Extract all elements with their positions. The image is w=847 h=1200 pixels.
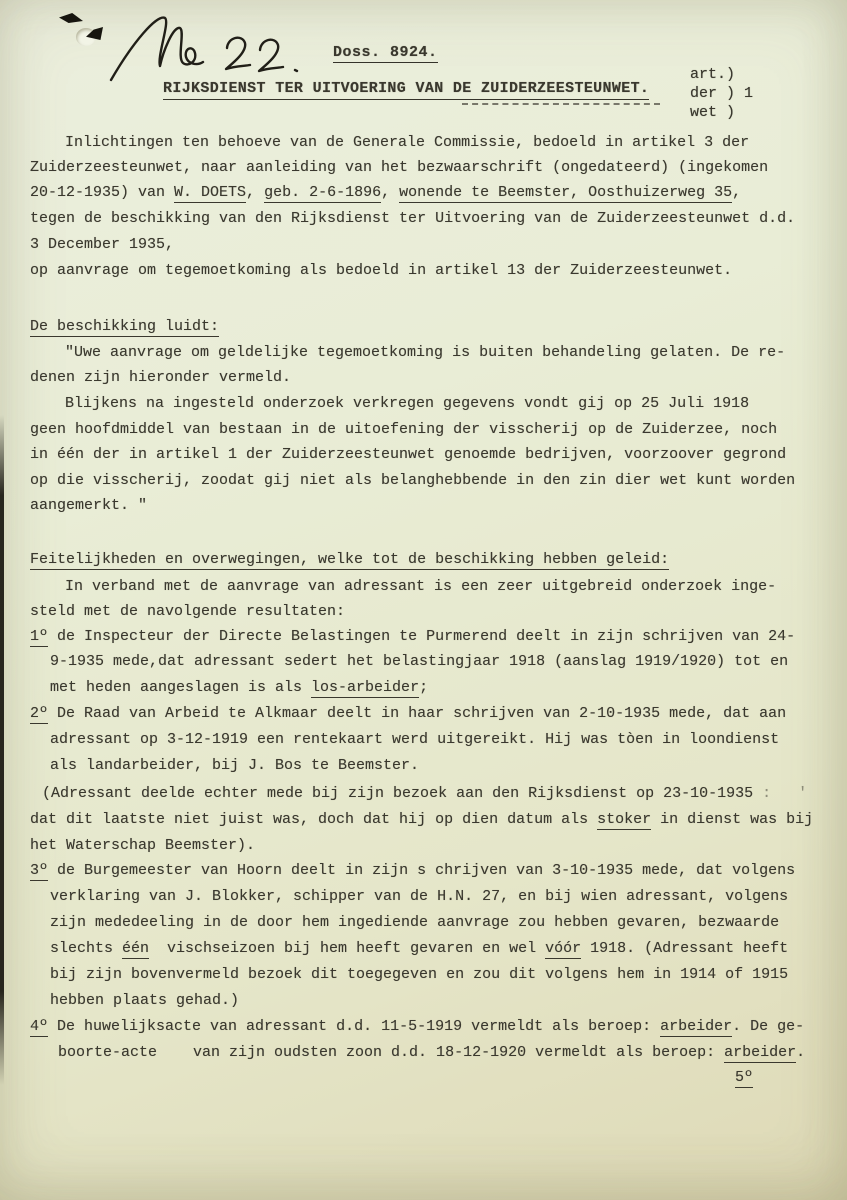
underlined-text: stoker	[597, 811, 652, 828]
underlined-text: 5º	[735, 1069, 754, 1086]
underlined-text: één	[122, 940, 150, 957]
text-segment: hebben plaats gehad.)	[50, 992, 240, 1009]
doc-line	[65, 344, 785, 362]
text-segment: boorte-acte van zijn oudsten zoon d.d. 18-12-1920 vermeldt als beroep:	[58, 1044, 725, 1061]
doc-line	[65, 578, 776, 596]
doc-line	[30, 1018, 804, 1036]
text-segment: geen hoofdmiddel van bestaan in de uitoefening der visscherij op de Zuiderzee, noch	[30, 421, 778, 438]
text-segment: dat dit laatste niet juist was, doch dat hij op dien datum als	[30, 811, 598, 828]
doc-line	[30, 811, 813, 829]
side-reference-line: der ) 1	[690, 85, 754, 102]
text-segment: De Raad van Arbeid te Alkmaar deelt in haar schrijven van 2-10-1935 mede, dat aan	[48, 705, 787, 722]
text-segment: op die visscherij, zoodat gij niet als belanghebbende in den zin dier wet kunt worden	[30, 472, 796, 489]
doc-line	[50, 757, 419, 775]
doc-line	[50, 679, 428, 697]
underlined-text: Feitelijkheden en overwegingen, welke tot de beschikking hebben geleid:	[30, 551, 670, 568]
doc-line	[30, 837, 255, 855]
doc-line	[30, 318, 219, 336]
text-segment: adressant op 3-12-1919 een rentekaart werd uitgereikt. Hij was tòen in loondienst	[50, 731, 780, 748]
doc-line	[30, 603, 345, 621]
handwritten-annotation	[105, 8, 315, 90]
text-segment: bij zijn bovenvermeld bezoek dit toegegeven en zou dit volgens hem in 1914 of 1915	[50, 966, 789, 983]
scan-edge-shadow	[0, 415, 4, 1085]
text-segment: ,	[732, 184, 742, 201]
doc-line	[65, 395, 749, 413]
text-segment: met heden aangeslagen is als	[50, 679, 312, 696]
side-reference-line: art.)	[690, 66, 736, 83]
text-segment: 1918. (Adressant heeft	[581, 940, 789, 957]
text-segment: op aanvrage om tegemoetkoming als bedoeld in artikel 13 der Zuiderzeesteunwet.	[30, 262, 733, 279]
text-segment: (Adressant deelde echter mede bij zijn bezoek aan den Rijksdienst op 23-10-1935	[42, 785, 754, 802]
text-segment: Inlichtingen ten behoeve van de Generale Commissie, bedoeld in artikel 3 der	[65, 134, 750, 151]
text-segment: de Inspecteur der Directe Belastingen te Purmerend deelt in zijn schrijven van 24-	[48, 628, 796, 645]
text-segment: aangemerkt. "	[30, 497, 148, 514]
doc-line	[30, 262, 732, 280]
doc-line	[30, 421, 777, 439]
text-segment: vischseizoen bij hem heeft gevaren en wel	[149, 940, 546, 957]
underlined-text: vóór	[545, 940, 582, 957]
doc-line	[58, 1044, 805, 1062]
doc-line	[30, 236, 174, 254]
text-segment: het Waterschap Beemster).	[30, 837, 256, 854]
doc-line	[50, 653, 788, 671]
text-segment: 3 December 1935,	[30, 236, 175, 253]
underlined-text: De beschikking luidt:	[30, 318, 220, 335]
text-segment: tegen de beschikking van den Rijksdienst ter Uitvoering van de Zuiderzeesteunwet d.d.	[30, 210, 796, 227]
doc-line	[30, 472, 795, 490]
doc-line	[735, 1069, 753, 1087]
doc-line	[50, 940, 788, 958]
doc-line	[50, 731, 779, 749]
doc-line	[30, 446, 786, 464]
text-segment: zijn mededeeling in de door hem ingediende aanvrage zou hebben gevaren, bezwaarde	[50, 914, 780, 931]
doc-line	[65, 134, 749, 152]
text-segment: ;	[419, 679, 429, 696]
underlined-text: arbeider	[724, 1044, 797, 1061]
doc-line	[50, 914, 779, 932]
text-segment: denen zijn hieronder vermeld.	[30, 369, 292, 386]
doc-line	[50, 966, 788, 984]
title-dashed-underline	[462, 84, 660, 105]
text-segment: Zuiderzeesteunwet, naar aanleiding van het bezwaarschrift (ongedateerd) (ingekomen	[30, 159, 769, 176]
text-segment: de Burgemeester van Hoorn deelt in zijn s chrijven van 3-10-1935 mede, dat volgens	[48, 862, 796, 879]
text-segment: Blijkens na ingesteld onderzoek verkregen gegevens vondt gij op 25 Juli 1918	[65, 395, 750, 412]
underlined-text: 4º	[30, 1018, 49, 1035]
underlined-text: 2º	[30, 705, 49, 722]
doc-line	[30, 497, 147, 515]
underlined-text: wonende te Beemster, Oosthuizerweg 35	[399, 184, 733, 201]
text-segment: in één der in artikel 1 der Zuiderzeesteunwet genoemde bedrijven, voorzoover gegrond	[30, 446, 787, 463]
text-segment: slechts	[50, 940, 123, 957]
text-segment: ,	[381, 184, 400, 201]
text-segment: De huwelijksacte van adressant d.d. 11-5-1919 vermeldt als beroep:	[48, 1018, 661, 1035]
text-segment: 20-12-1935) van	[30, 184, 175, 201]
doc-line	[30, 159, 768, 177]
text-segment: In verband met de aanvrage van adressant is een zeer uitgebreid onderzoek inge-	[65, 578, 777, 595]
underlined-text: los-arbeider	[311, 679, 420, 696]
document-title: RIJKSDIENST TER UITVOERING VAN DE ZUIDERZEESTEUNWET.	[163, 80, 649, 100]
text-segment: "Uwe aanvrage om geldelijke tegemoetkoming is buiten behandeling gelaten. De re-	[65, 344, 786, 361]
underlined-text: 1º	[30, 628, 49, 645]
text-segment: steld met de navolgende resultaten:	[30, 603, 346, 620]
doc-line	[50, 888, 788, 906]
text-segment: ,	[246, 184, 265, 201]
text-segment: . De ge-	[732, 1018, 805, 1035]
doc-line	[42, 785, 807, 803]
doc-line	[30, 369, 291, 387]
doc-line	[50, 992, 239, 1010]
side-reference-line: wet )	[690, 104, 736, 121]
dossier-number: Doss. 8924.	[333, 44, 438, 61]
doc-line	[30, 628, 795, 646]
text-segment: in dienst was bij	[651, 811, 814, 828]
doc-line	[30, 862, 795, 880]
underlined-text: arbeider	[660, 1018, 733, 1035]
text-segment: .	[796, 1044, 806, 1061]
underlined-text: geb. 2-6-1896	[264, 184, 382, 201]
text-segment: verklaring van J. Blokker, schipper van de H.N. 27, en bij wien adressant, volgens	[50, 888, 789, 905]
doc-line	[30, 184, 741, 202]
underlined-text: W. DOETS	[174, 184, 247, 201]
underlined-text: 3º	[30, 862, 49, 879]
text-segment: als landarbeider, bij J. Bos te Beemster.	[50, 757, 420, 774]
text-segment: : '	[753, 785, 808, 802]
text-segment: 9-1935 mede,dat adressant sedert het belastingjaar 1918 (aanslag 1919/1920) tot en	[50, 653, 789, 670]
doc-line	[30, 705, 786, 723]
doc-line	[30, 551, 669, 569]
doc-line	[30, 210, 795, 228]
